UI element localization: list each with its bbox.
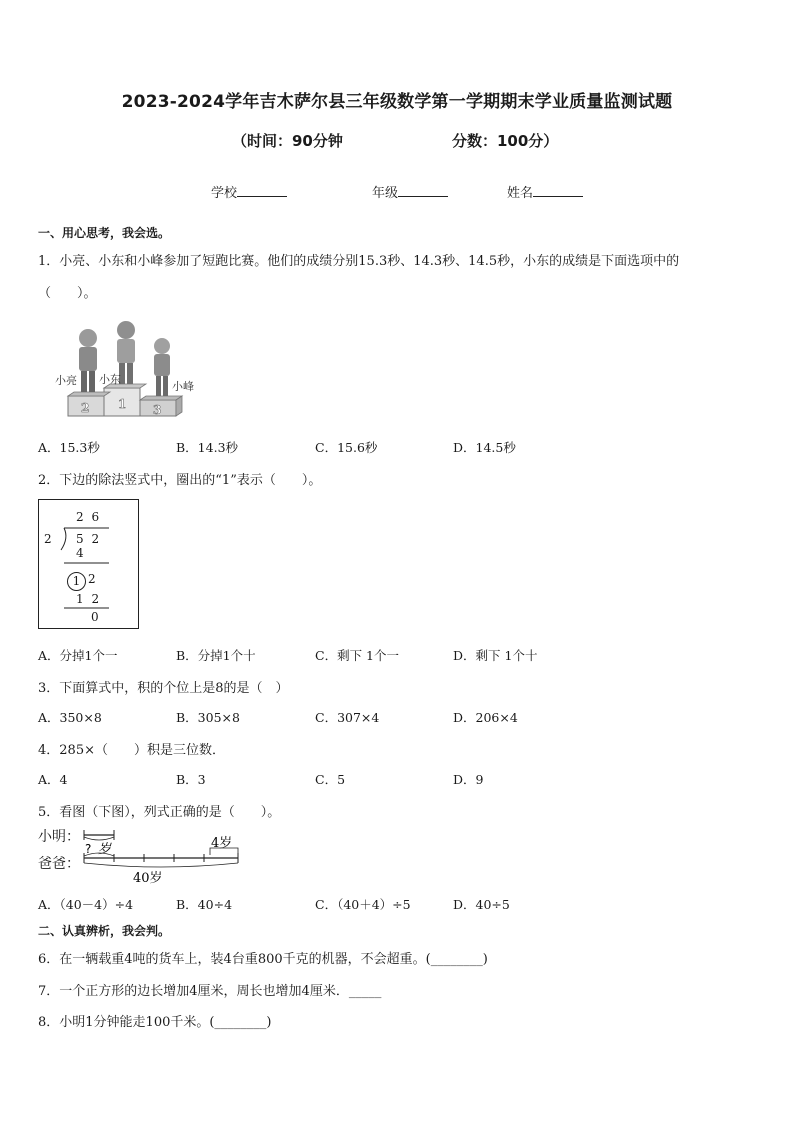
q1-option-d[interactable]: D．14.5秒 (453, 440, 516, 455)
division-step1: 4 (76, 546, 84, 560)
time-limit: （时间：90分钟 (232, 132, 343, 150)
unknown-mark: ? (85, 842, 92, 856)
grade-blank[interactable] (398, 184, 448, 197)
podium-number-3: 3 (153, 403, 162, 417)
division-bracket (39, 500, 138, 628)
grade-label: 年级 (372, 186, 399, 201)
q3-option-d[interactable]: D．206×4 (453, 710, 518, 725)
podium-number-1: 1 (118, 397, 127, 411)
name-label: 姓名 (507, 186, 534, 201)
q3-option-a[interactable]: A．350×8 (38, 710, 102, 725)
q2-option-b[interactable]: B．分掉1个十 (176, 648, 256, 663)
q2-option-a[interactable]: A．分掉1个一 (38, 648, 118, 663)
q1-text: 1．小亮、小东和小峰参加了短跑比赛。他们的成绩分别15.3秒、14.3秒、14.5秒，小东的成绩是下面选项中的 (38, 254, 680, 269)
q5-text: 5．看图（下图），列式正确的是（ ）。 (38, 805, 281, 820)
division-dividend: 5 2 (76, 532, 102, 546)
q2-option-d[interactable]: D．剩下 1个十 (453, 648, 538, 663)
q4-text: 4．285×（ ）积是三位数． (38, 743, 225, 758)
q5-option-d[interactable]: D．40÷5 (453, 897, 510, 912)
four-years-label: 4岁 (211, 836, 233, 851)
school-label: 学校 (211, 186, 238, 201)
section-1-heading: 一、用心思考，我会选。 (38, 226, 171, 240)
division-quotient: 2 6 (76, 510, 102, 524)
age-unit-label: 岁 (98, 842, 112, 857)
grade-field[interactable] (372, 182, 448, 201)
page-title: 2023-2024学年吉木萨尔县三年级数学第一学期期末学业质量监测试题 (121, 92, 673, 112)
q3-text: 3．下面算式中，积的个位上是8的是（ ） (38, 681, 289, 696)
q3-option-b[interactable]: B．305×8 (176, 710, 240, 725)
diagram-label-xiaoming: 小明： (38, 829, 80, 845)
q2-option-c[interactable]: C．剩下 1个一 (315, 648, 399, 663)
q1-option-a[interactable]: A．15.3秒 (38, 440, 100, 455)
q1-text-2: （ ）。 (38, 286, 97, 301)
total-score: 分数：100分） (452, 132, 559, 150)
q5-option-b[interactable]: B．40÷4 (176, 897, 233, 912)
q1-option-c[interactable]: C．15.6秒 (315, 440, 378, 455)
podium-number-2: 2 (81, 401, 90, 415)
q4-option-b[interactable]: B．3 (176, 772, 206, 787)
q4-option-c[interactable]: C．5 (315, 772, 346, 787)
q3-option-c[interactable]: C．307×4 (315, 710, 380, 725)
school-field[interactable] (211, 182, 287, 201)
q7-text[interactable]: 7．一个正方形的边长增加4厘米，周长也增加4厘米．_____ (38, 984, 382, 999)
circled-digit: 1 (67, 572, 86, 591)
q5-option-a[interactable]: A．（40－4）÷4 (38, 897, 134, 912)
forty-years-label: 40岁 (133, 871, 163, 885)
division-final: 0 (91, 610, 99, 624)
school-blank[interactable] (237, 184, 287, 197)
podium-illustration (52, 316, 202, 418)
division-divisor: 2 (44, 532, 52, 546)
label-xiaoliang: 小亮 (55, 374, 77, 387)
label-xiaodong: 小东 (99, 373, 121, 386)
q6-text[interactable]: 6．在一辆载重4吨的货车上，装4台重800千克的机器，不会超重。(________) (38, 952, 488, 967)
segment-diagram (80, 823, 245, 885)
q8-text[interactable]: 8．小明1分钟能走100千米。(________) (38, 1015, 272, 1030)
q2-text: 2．下边的除法竖式中，圈出的“1”表示（ ）。 (38, 473, 322, 488)
diagram-label-baba: 爸爸： (38, 856, 80, 872)
section-2-heading: 二、认真辨析，我会判。 (38, 924, 171, 938)
q1-option-b[interactable]: B．14.3秒 (176, 440, 239, 455)
q4-option-a[interactable]: A．4 (38, 772, 68, 787)
name-field[interactable] (507, 182, 583, 201)
q4-option-d[interactable]: D．9 (453, 772, 484, 787)
name-blank[interactable] (533, 184, 583, 197)
q5-option-c[interactable]: C．（40＋4）÷5 (315, 897, 411, 912)
long-division-figure (38, 499, 139, 629)
division-remainder-rest: 2 (88, 572, 96, 586)
division-step2: 1 2 (76, 592, 102, 606)
label-xiaofeng: 小峰 (172, 380, 194, 393)
